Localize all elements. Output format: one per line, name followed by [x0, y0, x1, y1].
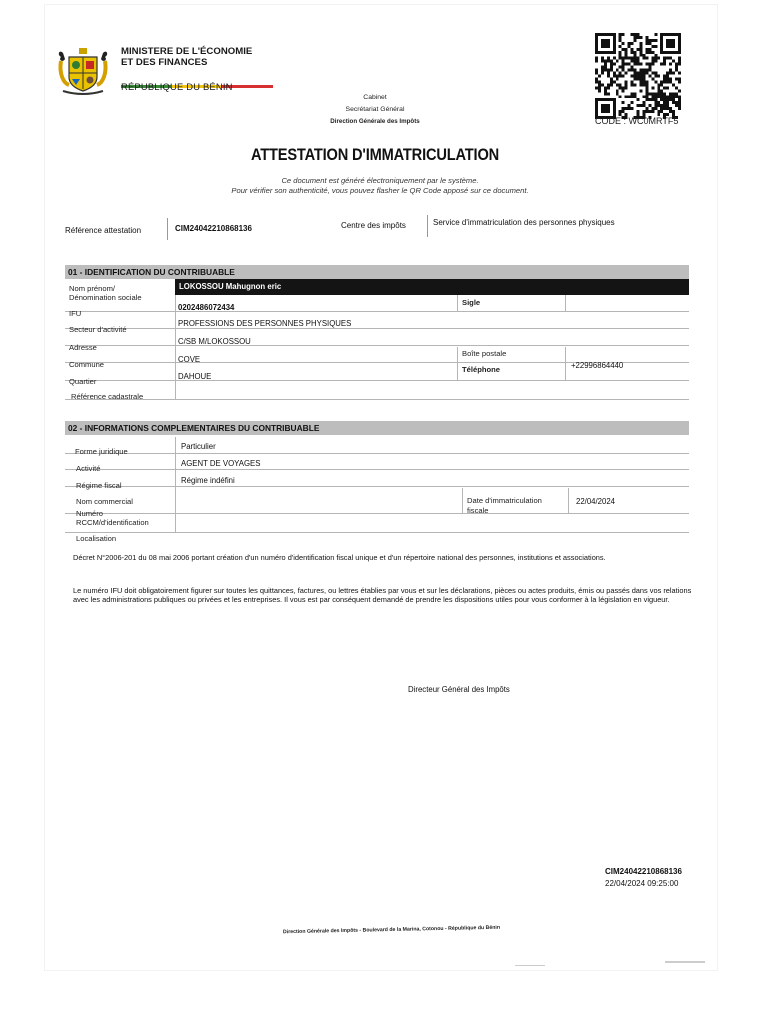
section-complementary-title: 02 - INFORMATIONS COMPLEMENTAIRES DU CONTRIBUABLE — [68, 423, 320, 433]
telephone-value: +22996864440 — [571, 361, 624, 370]
footer-datetime: 22/04/2024 09:25:00 — [605, 879, 679, 888]
ifu-value: 0202486072434 — [178, 303, 235, 312]
coat-of-arms-icon — [55, 43, 111, 99]
office-direction: Direction Générale des Impôts — [330, 118, 420, 125]
top-bar-yellow — [251, 11, 491, 18]
flag-stripe — [121, 75, 273, 78]
section2-column-divider — [175, 437, 176, 532]
regime-value: Régime indéfini — [181, 476, 235, 485]
section2-row-line — [65, 453, 689, 454]
ministry-name — [121, 46, 252, 68]
regime-label: Régime fiscal — [76, 481, 122, 490]
decret-paragraph: Décret N°2006-201 du 08 mai 2006 portant création d'un numéro d'identification fiscal unique et d'un répertoire national des personnes, institutions et associations. — [73, 553, 606, 562]
section1-row-line — [65, 399, 689, 400]
rccm-label-1: Numéro — [76, 509, 104, 518]
section2-row-line — [65, 486, 689, 487]
section1-row-line — [65, 345, 689, 346]
section2-row-line — [65, 513, 689, 514]
contact-divider — [457, 347, 458, 380]
date-immatriculation-label-1: Date d'immatriculation — [467, 496, 542, 505]
notice-line-2: Pour vérifier son authenticité, vous pouvez flasher le QR Code apposé sur ce document. — [231, 186, 529, 195]
forme-juridique-label: Forme juridique — [75, 447, 128, 456]
republic-name: RÉPUBLIQUE DU BÉNIN — [121, 81, 233, 92]
reference-divider — [167, 218, 168, 240]
notice-line-1: Ce document est généré électroniquement par le système. — [281, 176, 479, 185]
sigle-divider — [457, 295, 458, 311]
ministry-line-1: MINISTERE DE L'ÉCONOMIE — [121, 46, 253, 57]
top-bar-dark — [51, 11, 251, 18]
forme-juridique-value: Particulier — [181, 442, 216, 451]
ministry-line-2: ET DES FINANCES — [121, 57, 208, 68]
top-color-bar — [51, 11, 713, 18]
commune-label: Commune — [69, 360, 105, 369]
section-identification-header — [65, 265, 689, 279]
date-immatriculation-label-2: fiscale — [467, 506, 489, 515]
office-cabinet: Cabinet — [363, 94, 387, 101]
top-bar-red — [491, 11, 713, 18]
section-identification-title: 01 - IDENTIFICATION DU CONTRIBUABLE — [68, 267, 235, 277]
name-value: LOKOSSOU Mahugnon eric — [179, 282, 282, 291]
section1-row-line — [65, 328, 689, 329]
name-label-2: Dénomination sociale — [69, 293, 142, 302]
centre-value: Service d'immatriculation des personnes physiques — [433, 218, 615, 227]
activite-label: Activité — [76, 464, 101, 473]
activite-value: AGENT DE VOYAGES — [181, 459, 261, 468]
sigle-label: Sigle — [462, 298, 481, 307]
adresse-label: Adresse — [69, 343, 97, 352]
footer-reference: CIM24042210868136 — [605, 867, 682, 876]
contact-value-divider — [565, 347, 566, 380]
scan-speck — [515, 965, 545, 966]
adresse-value: C/SB M/LOKOSSOU — [178, 337, 251, 346]
qr-code-icon — [595, 33, 681, 119]
reference-label: Référence attestation — [65, 226, 142, 235]
commune-value: COVE — [178, 355, 201, 364]
secteur-label: Secteur d'activité — [69, 325, 127, 334]
cadastrale-label: Référence cadastrale — [71, 392, 144, 401]
verification-code: CODE : WC0MRTF5 — [595, 116, 679, 126]
name-label-1: Nom prénom/ — [69, 284, 116, 293]
quartier-label: Quartier — [69, 377, 97, 386]
ifu-label: IFU — [69, 309, 82, 318]
document-title: ATTESTATION D'IMMATRICULATION — [250, 145, 500, 164]
signature-title: Directeur Général des Impôts — [408, 685, 510, 694]
date-immatriculation-value: 22/04/2024 — [576, 497, 616, 506]
ifu-notice-paragraph: Le numéro IFU doit obligatoirement figurer sur toutes les quittances, factures, ou lettres établies par vous et sur les déclarations, pièces ou actes produits, émis ou passés dans vos relations avec les administrations publiques ou privées et les entreprises. Il vous est par conséquent demandé de prendre les dispositions utiles pour vous conformer à la législation en vigueur. — [73, 586, 692, 604]
sigle-value-divider — [565, 295, 566, 311]
scan-speck — [665, 961, 705, 963]
section1-row-line — [65, 380, 689, 381]
footer-address: Direction Générale des Impôts - Boulevard de la Marina, Cotonou - République du Bénin — [282, 924, 501, 936]
centre-divider — [427, 215, 428, 237]
secteur-value: PROFESSIONS DES PERSONNES PHYSIQUES — [178, 319, 352, 328]
date-divider — [462, 488, 463, 513]
rccm-label-2: RCCM/d'identification — [76, 518, 149, 527]
section2-row-line — [65, 532, 689, 533]
quartier-value: DAHOUE — [178, 372, 212, 381]
section2-row-line — [65, 469, 689, 470]
nom-commercial-label: Nom commercial — [76, 497, 133, 506]
section-complementary-header — [65, 421, 689, 435]
centre-label: Centre des impôts — [341, 221, 406, 230]
localisation-label: Localisation — [76, 534, 117, 543]
boite-postale-label: Boîte postale — [462, 349, 507, 358]
date-value-divider — [568, 488, 569, 513]
section1-row-line — [65, 311, 689, 312]
attestation-document — [45, 5, 717, 970]
office-secretariat: Secrétariat Général — [345, 106, 405, 113]
name-value-bar — [175, 279, 689, 295]
telephone-label: Téléphone — [462, 365, 500, 374]
reference-value: CIM24042210868136 — [175, 224, 252, 233]
